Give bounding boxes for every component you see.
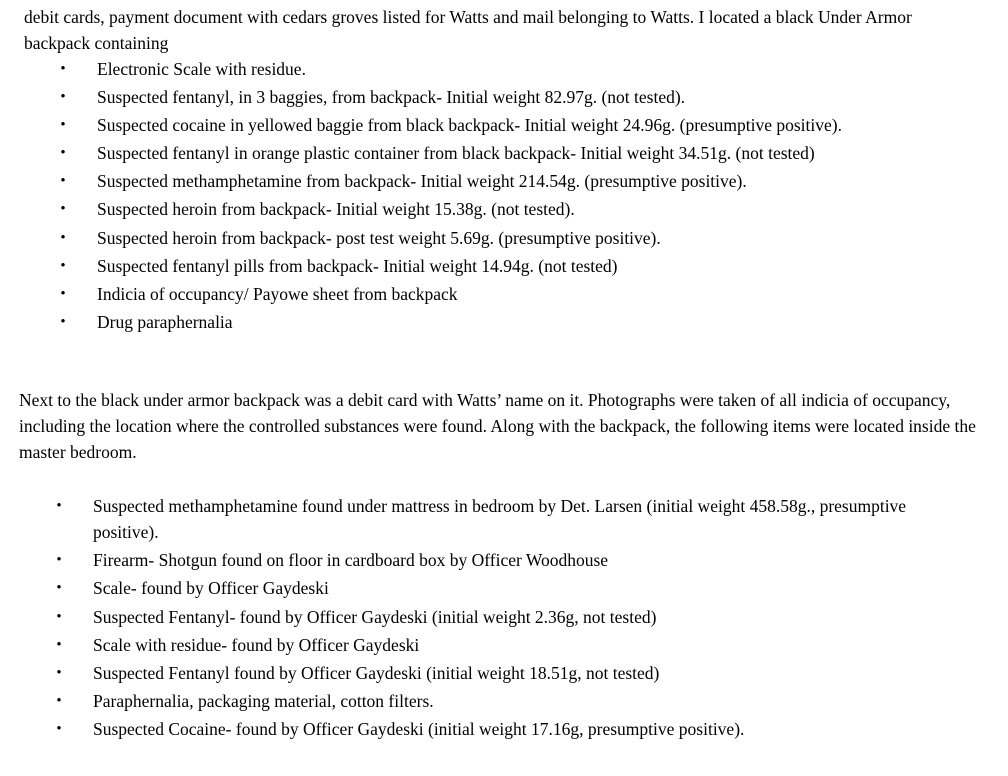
list-item-text: Suspected Fentanyl found by Officer Gaydeski (initial weight 18.51g, not tested)	[93, 662, 660, 683]
list-item	[58, 84, 988, 112]
bullet-icon: •	[56, 552, 62, 569]
bullet-icon: •	[60, 61, 66, 77]
list-item	[54, 716, 974, 742]
bullet-icon: •	[56, 636, 62, 653]
list-item	[58, 168, 988, 196]
list-item	[58, 140, 988, 168]
bullet-icon: •	[60, 285, 66, 302]
bullet-icon: •	[56, 664, 62, 681]
bullet-icon: •	[60, 313, 66, 330]
list-item	[54, 604, 974, 630]
list-item-text: Suspected fentanyl in orange plastic container from black backpack- Initial weight 34.51g. (not tested)	[97, 143, 815, 164]
list-item-text: Scale with residue- found by Officer Gaydeski	[93, 634, 420, 655]
list-item	[58, 253, 988, 281]
list-item	[58, 309, 988, 337]
list-item	[54, 547, 974, 573]
list-item-text: Firearm- Shotgun found on floor in cardboard box by Officer Woodhouse	[93, 550, 609, 571]
list-item	[58, 196, 988, 224]
list-item-text: Suspected Cocaine- found by Officer Gaydeski (initial weight 17.16g, presumptive positive).	[93, 719, 745, 740]
list-item	[54, 660, 974, 686]
bullet-icon: •	[60, 117, 66, 134]
list-item-text: Scale- found by Officer Gaydeski	[93, 578, 329, 599]
list-item	[58, 225, 988, 253]
list-item	[54, 632, 974, 658]
list-item	[58, 112, 988, 140]
list-item-text: Suspected heroin from backpack- post test weight 5.69g. (presumptive positive).	[97, 227, 661, 248]
list-item-text: Suspected heroin from backpack- Initial weight 15.38g. (not tested).	[97, 199, 575, 220]
list-item-text: Suspected fentanyl, in 3 baggies, from backpack- Initial weight 82.97g. (not tested).	[97, 87, 686, 108]
list-item-text: Suspected methamphetamine found under mattress in bedroom by Det. Larsen (initial weight 458.58g., presumptive positive).	[93, 496, 907, 542]
backpack-items-list	[58, 56, 988, 337]
bullet-icon: •	[60, 229, 66, 246]
list-item	[58, 56, 988, 84]
list-item-text: Drug paraphernalia	[97, 311, 233, 332]
bedroom-items-list	[54, 493, 974, 745]
bullet-icon: •	[56, 721, 62, 738]
list-item	[54, 493, 974, 545]
bullet-icon: •	[60, 145, 66, 162]
list-item	[54, 575, 974, 601]
list-item-text: Paraphernalia, packaging material, cotton filters.	[93, 691, 434, 712]
list-item-text: Suspected methamphetamine from backpack- Initial weight 214.54g. (presumptive positive).	[97, 171, 747, 192]
list-item	[54, 688, 974, 714]
list-item-text: Suspected cocaine in yellowed baggie from black backpack- Initial weight 24.96g. (presumptive positive).	[97, 115, 842, 136]
bullet-icon: •	[60, 173, 66, 190]
list-item	[58, 281, 988, 309]
intro-paragraph: debit cards, payment document with cedars groves listed for Watts and mail belonging to Watts. I located a black Under Armor backpack containing	[24, 7, 912, 53]
bullet-icon: •	[56, 693, 62, 710]
bullet-icon: •	[56, 498, 62, 514]
bullet-icon: •	[56, 580, 62, 597]
middle-paragraph: Next to the black under armor backpack was a debit card with Watts’ name on it. Photographs were taken of all indicia of occupancy, including the location where the controlled substances were found. Along with the backpack, the following items were located inside the master bedroom.	[19, 390, 976, 462]
list-item-text: Electronic Scale with residue.	[97, 59, 306, 79]
bullet-icon: •	[60, 89, 66, 106]
bullet-icon: •	[56, 608, 62, 625]
list-item-text: Suspected Fentanyl- found by Officer Gaydeski (initial weight 2.36g, not tested)	[93, 606, 657, 627]
bullet-icon: •	[60, 257, 66, 274]
list-item-text: Suspected fentanyl pills from backpack- Initial weight 14.94g. (not tested)	[97, 255, 618, 276]
bullet-icon: •	[60, 201, 66, 218]
list-item-text: Indicia of occupancy/ Payowe sheet from backpack	[97, 283, 458, 304]
